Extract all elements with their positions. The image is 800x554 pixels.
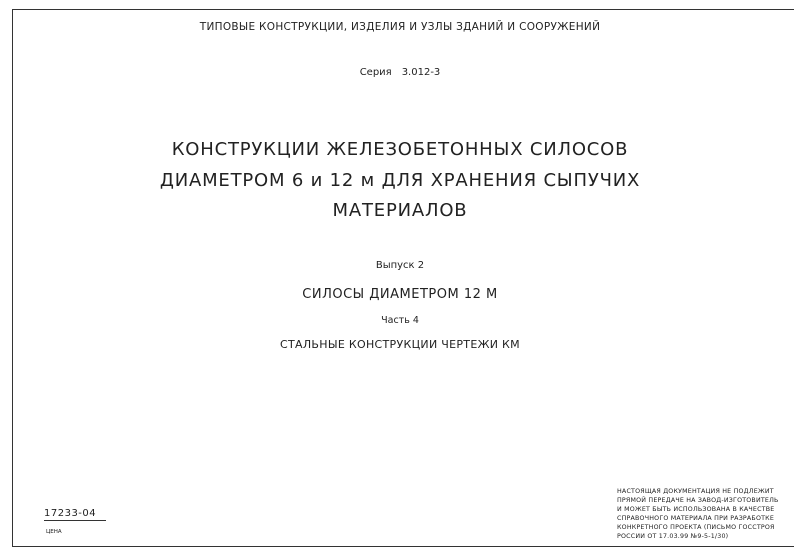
notice-line: И МОЖЕТ БЫТЬ ИСПОЛЬЗОВАНА В КАЧЕСТВЕ — [617, 506, 775, 513]
issue-label: Выпуск 2 — [375, 260, 425, 271]
main-title-line-1: КОНСТРУКЦИИ ЖЕЛЕЗОБЕТОННЫХ СИЛОСОВ — [171, 139, 629, 160]
notice-line: НАСТОЯЩАЯ ДОКУМЕНТАЦИЯ НЕ ПОДЛЕЖИТ — [617, 488, 774, 495]
issue-subtitle: СИЛОСЫ ДИАМЕТРОМ 12 М — [302, 287, 498, 302]
series-label: Серия — [359, 67, 392, 78]
price-label: ЦЕНА — [46, 529, 62, 535]
notice-line: СПРАВОЧНОГО МАТЕРИАЛА ПРИ РАЗРАБОТКЕ — [617, 515, 775, 522]
main-title-line-3: МАТЕРИАЛОВ — [332, 200, 468, 221]
frame-top-border — [12, 9, 794, 10]
document-code: 17233-04 — [44, 508, 106, 521]
main-title-line-2: ДИАМЕТРОМ 6 и 12 м ДЛЯ ХРАНЕНИЯ СЫПУЧИХ — [159, 170, 641, 191]
notice-line: РОССИИ ОТ 17.03.99 №9-5-1/30) — [617, 533, 729, 540]
series-line — [0, 67, 800, 78]
part-title: СТАЛЬНЫЕ КОНСТРУКЦИИ ЧЕРТЕЖИ КМ — [280, 338, 520, 351]
header-title: ТИПОВЫЕ КОНСТРУКЦИИ, ИЗДЕЛИЯ И УЗЛЫ ЗДАНИЙ И СООРУЖЕНИЙ — [199, 21, 601, 33]
notice-line: ПРЯМОЙ ПЕРЕДАЧЕ НА ЗАВОД-ИЗГОТОВИТЕЛЬ — [617, 497, 779, 504]
part-label: Часть 4 — [381, 315, 419, 326]
frame-bottom-border — [12, 546, 794, 547]
frame-left-border — [12, 9, 13, 547]
series-number: 3.012-3 — [401, 67, 441, 78]
notice-line: КОНКРЕТНОГО ПРОЕКТА (ПИСЬМО ГОССТРОЯ — [617, 524, 775, 531]
usage-notice — [617, 487, 793, 541]
